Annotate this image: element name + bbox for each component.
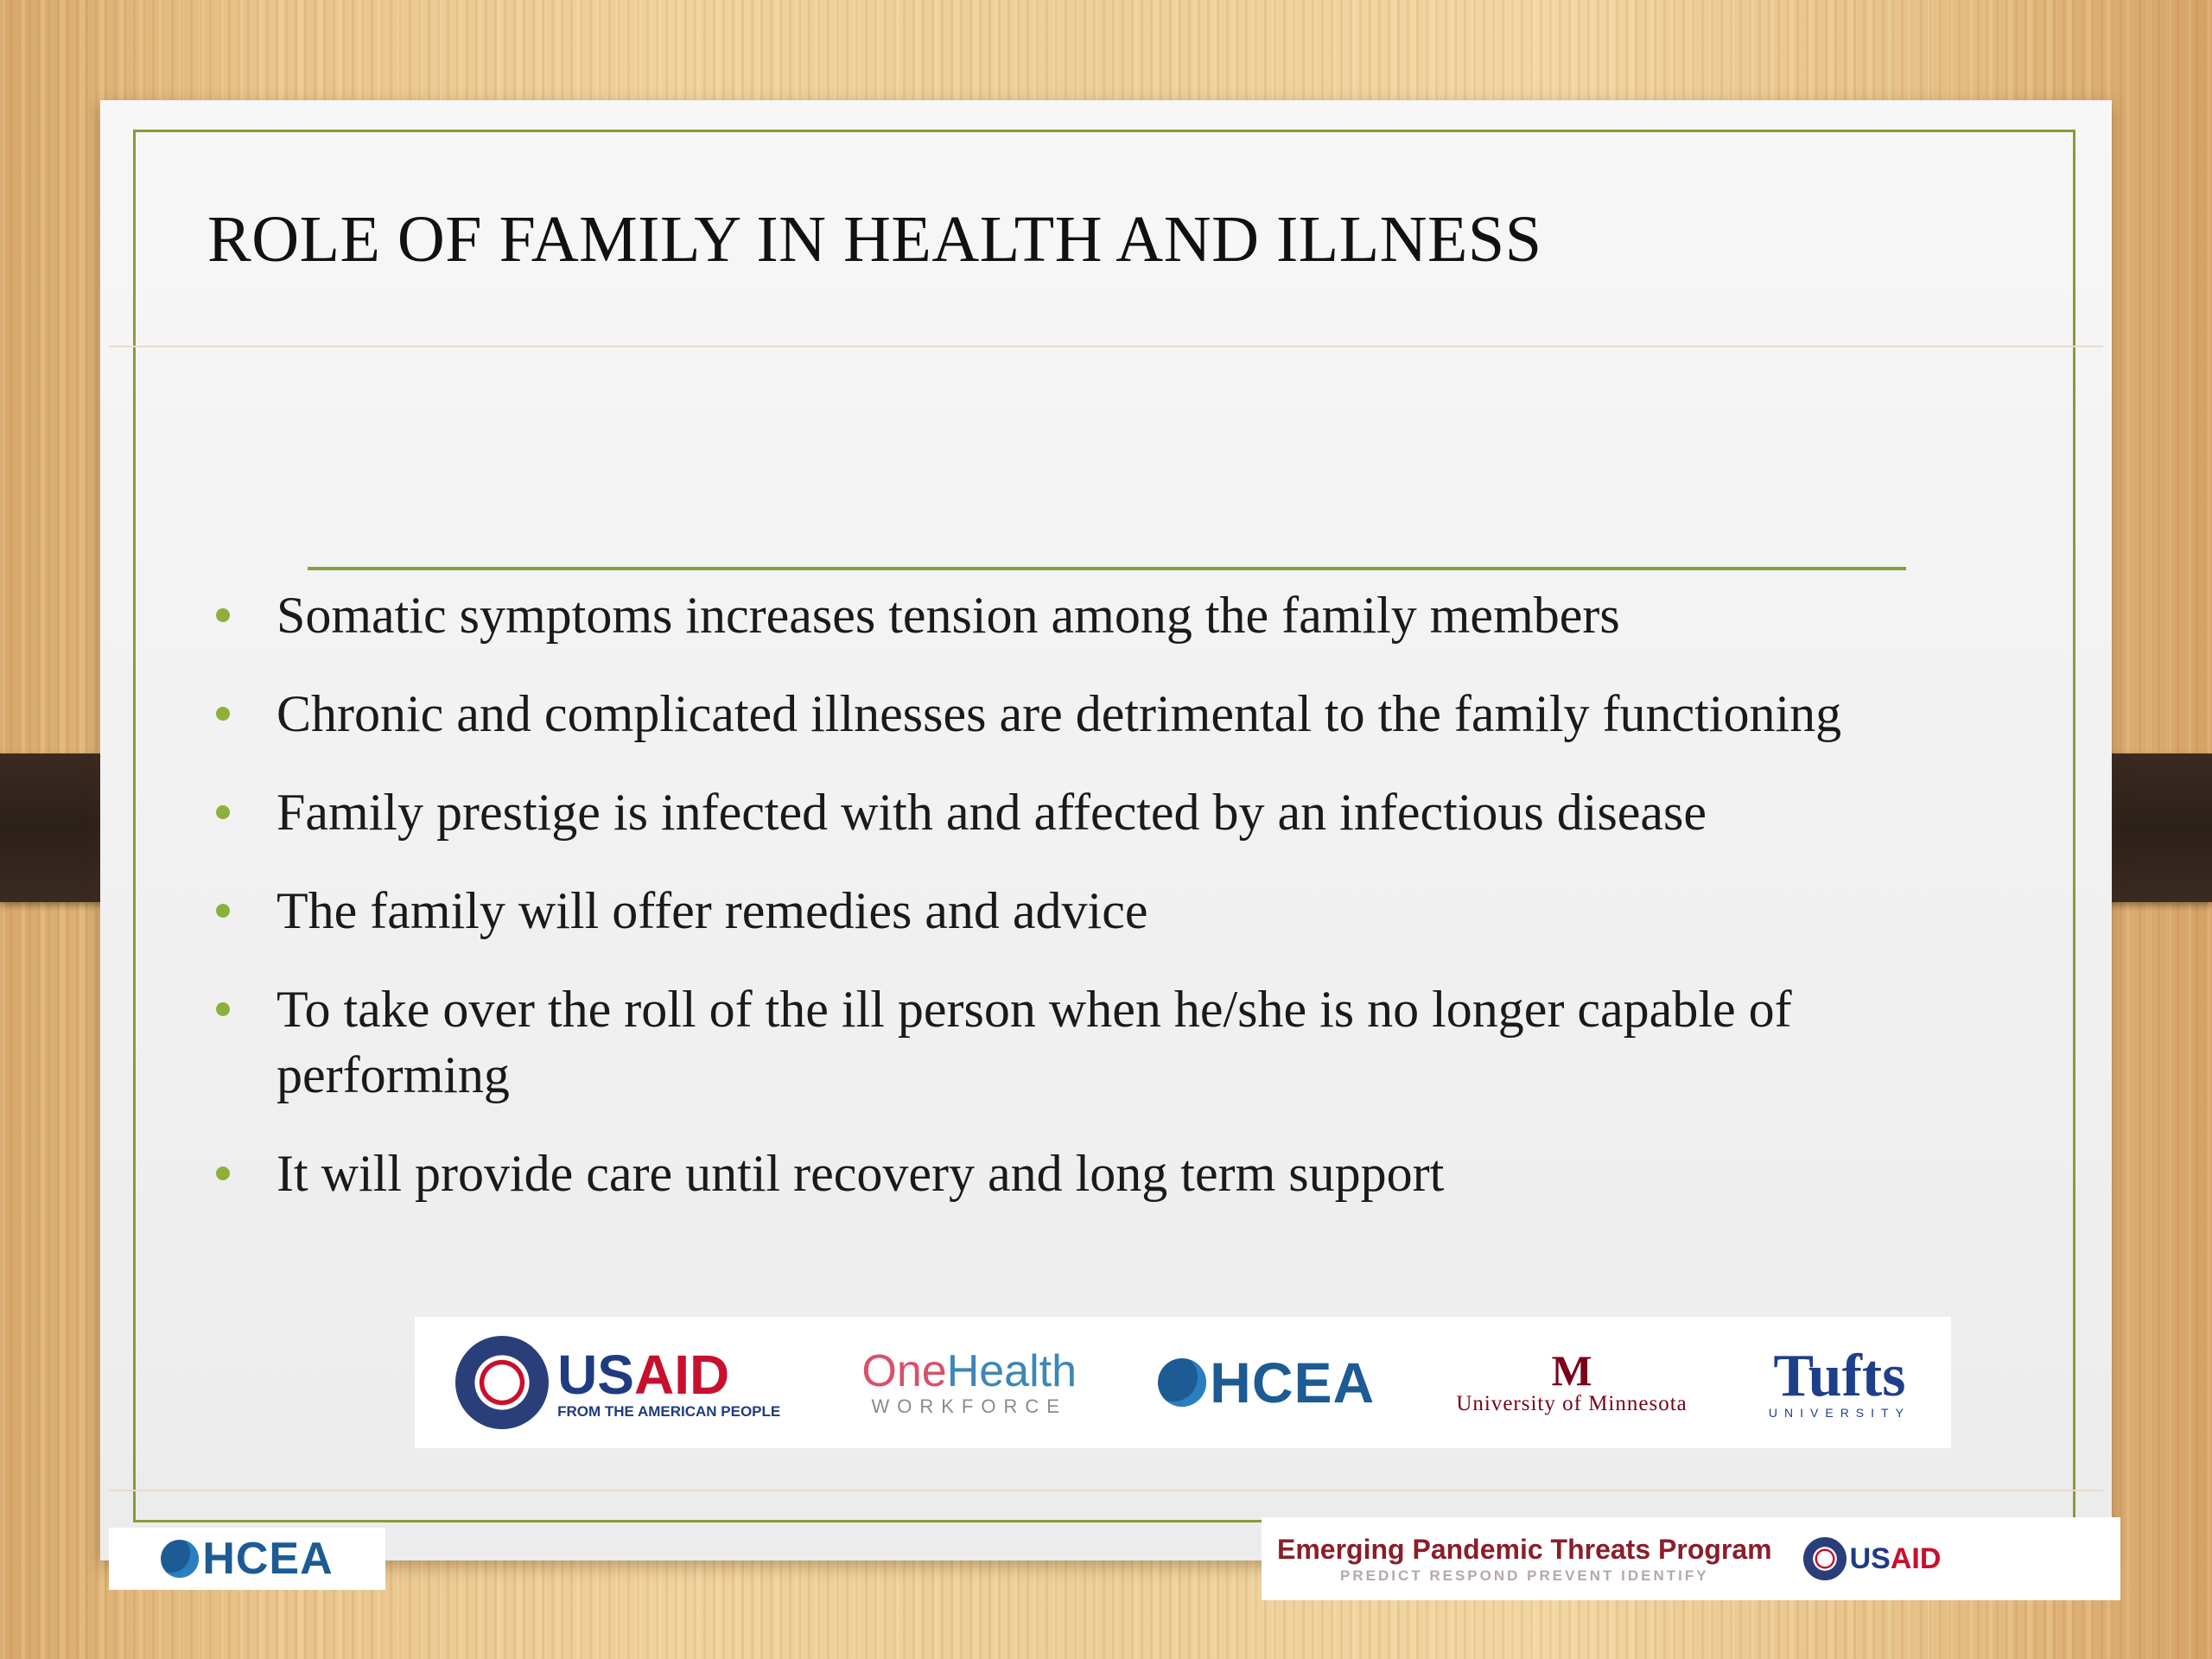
- bullet-dot-icon: [216, 1166, 230, 1180]
- bullet-list: [207, 582, 2022, 1239]
- onehealth-logo: OneHealth WORKFORCE: [861, 1346, 1077, 1417]
- partner-logo-strip: [415, 1317, 1951, 1448]
- slide-paper: [100, 100, 2112, 1560]
- usaid-logo: USAID FROM THE AMERICAN PEOPLE: [455, 1336, 780, 1429]
- globe-icon: [161, 1540, 199, 1578]
- bullet-item: Family prestige is infected with and affected by an infectious disease: [207, 779, 2022, 845]
- footer-divider: [109, 1490, 2103, 1491]
- bullet-item: It will provide care until recovery and long term support: [207, 1141, 2022, 1206]
- ohcea-logo: HCEA: [1158, 1350, 1375, 1415]
- tufts-logo: Tufts UNIVERSITY: [1768, 1343, 1910, 1420]
- bullet-item: The family will offer remedies and advice: [207, 878, 2022, 944]
- usaid-seal-icon: [1803, 1537, 1847, 1580]
- header-divider: [109, 346, 2103, 347]
- bullet-dot-icon: [216, 904, 230, 918]
- bullet-dot-icon: [216, 608, 230, 622]
- green-divider: [308, 567, 1906, 570]
- bullet-item: Chronic and complicated illnesses are detrimental to the family functioning: [207, 681, 2022, 747]
- ohcea-footer-logo: HCEA: [109, 1528, 385, 1590]
- umn-logo: M University of Minnesota: [1456, 1346, 1688, 1415]
- bullet-item: To take over the roll of the ill person when he/she is no longer capable of performing: [207, 976, 2022, 1108]
- globe-icon: [1158, 1358, 1206, 1407]
- bullet-dot-icon: [216, 805, 230, 819]
- bullet-dot-icon: [216, 1002, 230, 1016]
- usaid-seal-icon: [455, 1336, 549, 1429]
- usaid-footer-logo: USAID: [1803, 1537, 1942, 1580]
- bullet-dot-icon: [216, 707, 230, 721]
- ept-footer-banner: Emerging Pandemic Threats Program PREDICT RESPOND PREVENT IDENTIFY USAID: [1262, 1517, 2120, 1600]
- slide-title: ROLE OF FAMILY IN HEALTH AND ILLNESS: [207, 203, 1542, 276]
- bullet-item: Somatic symptoms increases tension among the family members: [207, 582, 2022, 648]
